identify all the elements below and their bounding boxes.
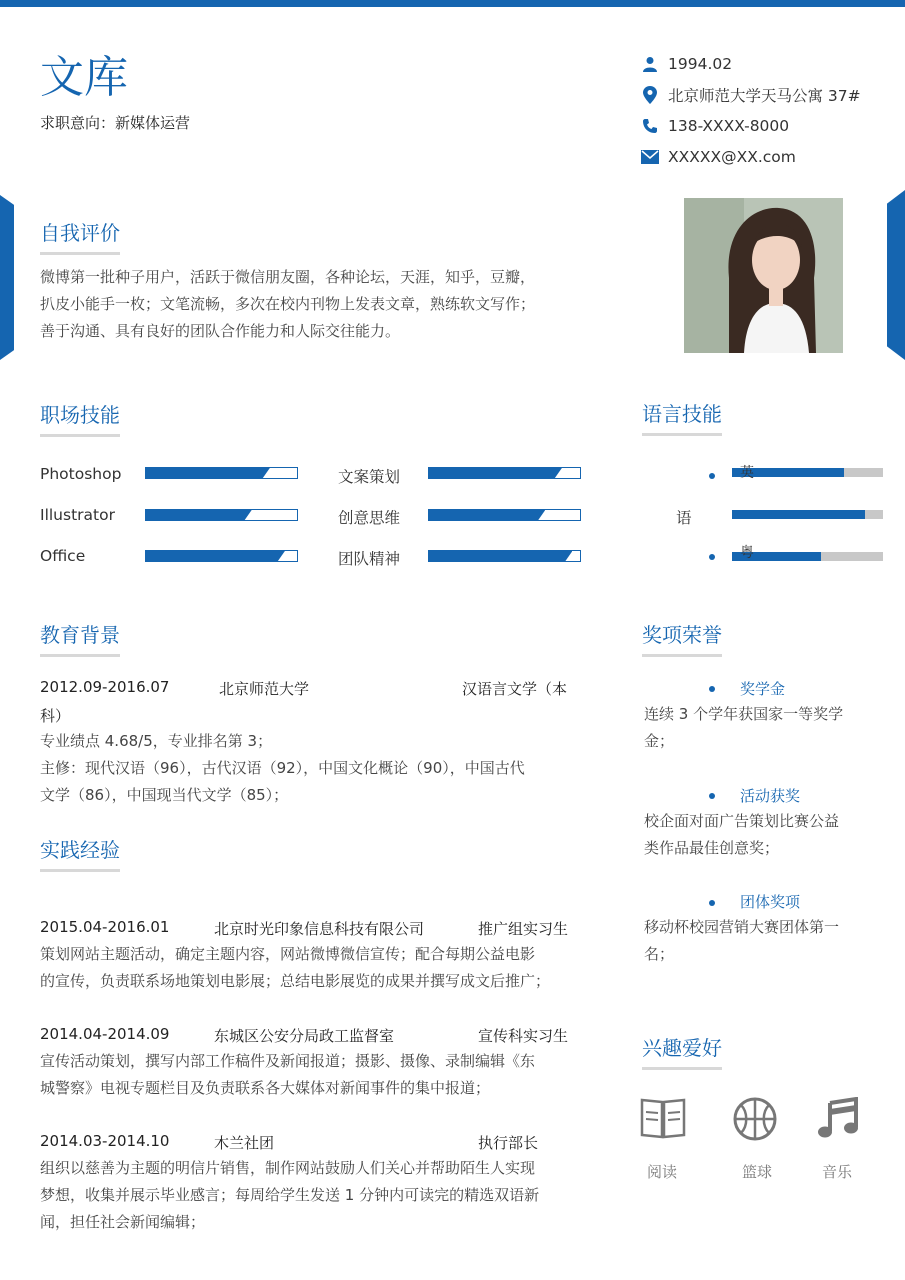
skill-label: 团队精神 xyxy=(338,550,401,568)
skill-label: 创意思维 xyxy=(338,509,401,527)
section-title-hobbies: 兴趣爱好 xyxy=(642,1035,722,1070)
language-bullet xyxy=(709,554,715,560)
address: 北京师范大学天马公寓 37# xyxy=(668,86,861,105)
self-eval-line: 善于沟通、具有良好的团队合作能力和人际交往能力。 xyxy=(40,322,401,340)
section-title-education: 教育背景 xyxy=(40,622,120,657)
language-bar xyxy=(732,552,883,561)
section-title-practice: 实践经验 xyxy=(40,837,120,872)
top-accent-bar xyxy=(0,0,905,7)
person-icon xyxy=(640,54,660,74)
hobby-label: 阅读 xyxy=(647,1163,678,1181)
skill-bar-fill xyxy=(429,551,572,561)
location-pin-icon xyxy=(640,85,660,105)
practice-org: 木兰社团 xyxy=(214,1134,275,1152)
language-label: 粤 xyxy=(740,545,754,561)
award-bullet xyxy=(709,793,715,799)
award-title: 团体奖项 xyxy=(740,893,801,911)
skill-bar xyxy=(145,467,298,479)
contact-info xyxy=(640,48,861,172)
award-bullet xyxy=(709,686,715,692)
skill-bar xyxy=(428,467,581,479)
award-line: 校企面对面广告策划比赛公益 xyxy=(644,812,840,830)
award-line: 移动杯校园营销大赛团体第一 xyxy=(644,918,840,936)
phone-row xyxy=(640,110,861,141)
practice-org: 北京时光印象信息科技有限公司 xyxy=(214,920,425,938)
award-desc xyxy=(644,914,884,968)
education-major-cont: 科） xyxy=(40,707,71,725)
phone-icon xyxy=(640,116,660,136)
award-line: 名； xyxy=(644,945,675,963)
section-title-skills: 职场技能 xyxy=(40,402,120,437)
practice-desc xyxy=(40,1048,600,1102)
mail-icon xyxy=(640,147,660,167)
award-desc xyxy=(644,701,884,755)
skill-bar xyxy=(428,550,581,562)
hobby-label: 篮球 xyxy=(742,1163,773,1181)
section-title-awards: 奖项荣誉 xyxy=(642,622,722,657)
practice-line: 宣传活动策划，撰写内部工作稿件及新闻报道；摄影、摄像、录制编辑《东 xyxy=(40,1052,536,1070)
profile-photo xyxy=(684,198,843,353)
education-school: 北京师范大学 xyxy=(219,680,310,698)
practice-line: 城警察》电视专题栏目及负责联系各大媒体对新闻事件的集中报道； xyxy=(40,1079,491,1097)
award-desc xyxy=(644,808,884,862)
skill-bar-fill xyxy=(146,468,270,478)
award-line: 连续 3 个学年获国家一等奖学 xyxy=(644,705,844,723)
education-line: 主修：现代汉语（96），古代汉语（92），中国文化概论（90），中国古代 xyxy=(40,759,525,777)
self-eval-line: 微博第一批种子用户，活跃于微信朋友圈，各种论坛，天涯，知乎，豆瓣， xyxy=(40,268,536,286)
practice-role: 推广组实习生 xyxy=(478,920,569,938)
music-note-icon xyxy=(818,1097,860,1143)
education-major: 汉语言文学（本 xyxy=(462,680,568,698)
basketball-icon xyxy=(732,1096,778,1146)
practice-line: 的宣传，负责联系场地策划电影展；总结电影展览的成果并撰写成文后推广； xyxy=(40,972,551,990)
skill-bar xyxy=(145,509,298,521)
skill-label: Photoshop xyxy=(40,465,122,483)
language-bar xyxy=(732,510,883,519)
education-line: 专业绩点 4.68/5，专业排名第 3； xyxy=(40,732,273,750)
practice-desc xyxy=(40,941,600,995)
practice-period: 2014.04-2014.09 xyxy=(40,1025,170,1043)
address-row xyxy=(640,79,861,110)
practice-role: 宣传科实习生 xyxy=(478,1027,569,1045)
email-address: XXXXX@XX.com xyxy=(668,147,796,166)
language-bar-fill xyxy=(732,510,865,519)
right-side-tab xyxy=(887,190,905,360)
job-intent: 求职意向：新媒体运营 xyxy=(40,114,191,132)
skill-bar-fill xyxy=(429,468,562,478)
book-icon xyxy=(640,1097,686,1143)
language-label: 英 xyxy=(740,465,754,481)
practice-role: 执行部长 xyxy=(478,1134,539,1152)
language-label: 语 xyxy=(676,509,692,527)
birth-date: 1994.02 xyxy=(668,54,733,73)
education-period: 2012.09-2016.07 xyxy=(40,678,170,696)
practice-org: 东城区公安分局政工监督室 xyxy=(214,1027,395,1045)
hobby-label: 音乐 xyxy=(822,1163,853,1181)
skill-bar-fill xyxy=(146,510,252,520)
skill-label: Illustrator xyxy=(40,506,115,524)
phone-number: 138-XXXX-8000 xyxy=(668,116,790,135)
award-bullet xyxy=(709,900,715,906)
email-row xyxy=(640,141,861,172)
self-eval-line: 扒皮小能手一枚；文笔流畅，多次在校内刊物上发表文章，熟练软文写作； xyxy=(40,295,536,313)
award-title: 活动获奖 xyxy=(740,787,801,805)
skill-label: 文案策划 xyxy=(338,468,401,486)
award-title: 奖学金 xyxy=(740,680,786,698)
skill-bar xyxy=(145,550,298,562)
language-bar xyxy=(732,468,883,477)
education-details xyxy=(40,728,600,809)
self-eval-text xyxy=(40,264,600,345)
practice-line: 组织以慈善为主题的明信片销售，制作网站鼓励人们关心并帮助陌生人实现 xyxy=(40,1159,536,1177)
practice-line: 闻，担任社会新闻编辑； xyxy=(40,1213,206,1231)
skill-label: Office xyxy=(40,547,86,565)
practice-line: 梦想，收集并展示毕业感言；每周给学生发送 1 分钟内可读完的精选双语新 xyxy=(40,1186,540,1204)
skill-bar xyxy=(428,509,581,521)
skill-bar-fill xyxy=(429,510,545,520)
practice-period: 2015.04-2016.01 xyxy=(40,918,170,936)
practice-period: 2014.03-2014.10 xyxy=(40,1132,170,1150)
birth-row xyxy=(640,48,861,79)
award-line: 类作品最佳创意奖； xyxy=(644,839,780,857)
section-title-self-eval: 自我评价 xyxy=(40,220,120,255)
practice-desc xyxy=(40,1155,600,1236)
candidate-name: 文库 xyxy=(40,52,128,103)
language-bullet xyxy=(709,473,715,479)
section-title-languages: 语言技能 xyxy=(642,401,722,436)
left-side-tab xyxy=(0,195,14,360)
education-line: 文学（86），中国现当代文学（85）； xyxy=(40,786,289,804)
practice-line: 策划网站主题活动，确定主题内容，网站微博微信宣传；配合每期公益电影 xyxy=(40,945,536,963)
award-line: 金； xyxy=(644,732,675,750)
skill-bar-fill xyxy=(146,551,285,561)
